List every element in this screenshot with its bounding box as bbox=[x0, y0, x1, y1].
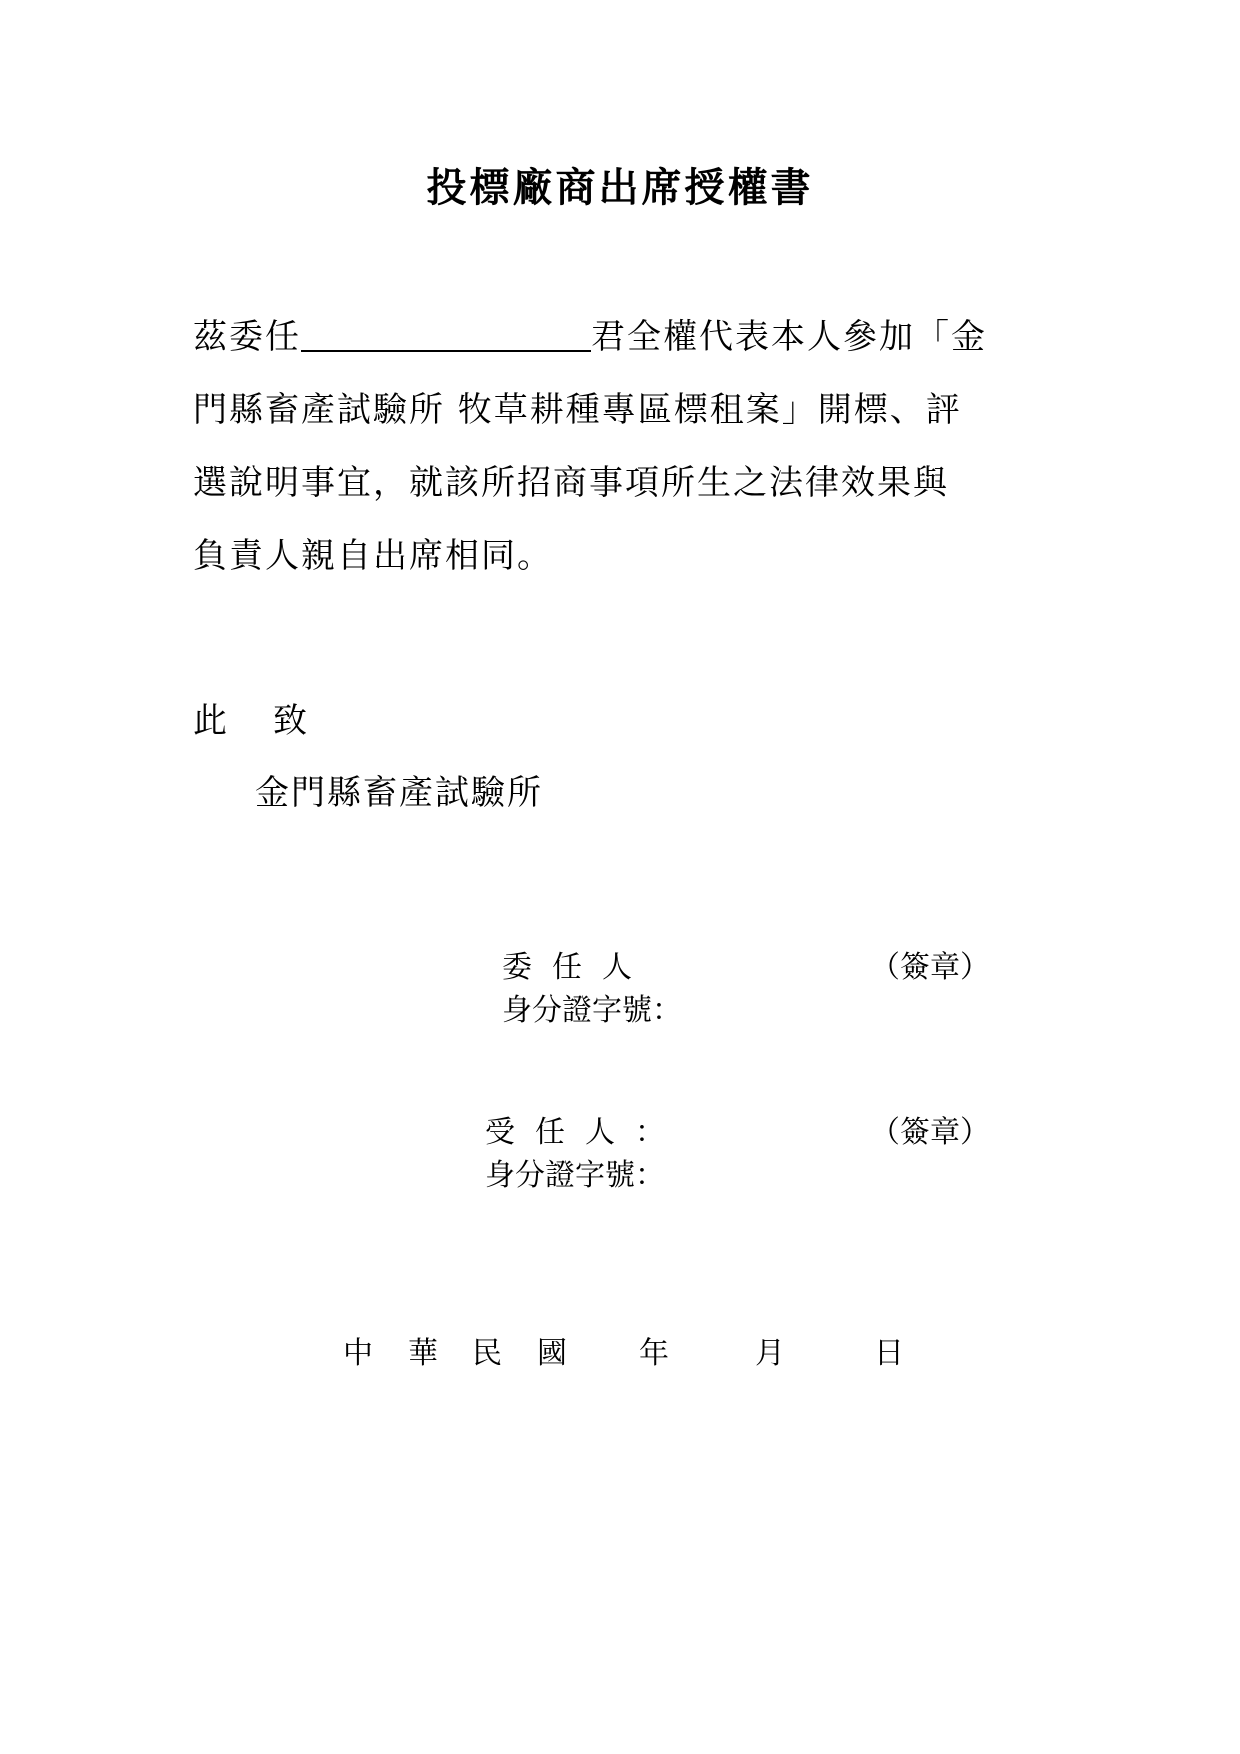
date-era-char-1: 中 bbox=[343, 1336, 373, 1371]
body-line-2: 門縣畜產試驗所 牧草耕種專區標租案」開標、評 bbox=[193, 390, 962, 430]
principal-id-label: 身分證字號： bbox=[502, 993, 682, 1028]
body-line-4: 負責人親自出席相同。 bbox=[193, 536, 553, 576]
body-line-1 bbox=[193, 313, 987, 361]
agent-name-blank[interactable] bbox=[301, 316, 591, 352]
agent-id-label: 身分證字號： bbox=[485, 1158, 665, 1193]
closing-word-1: 此 bbox=[193, 701, 227, 741]
body-line-1-prefix: 茲委任 bbox=[193, 317, 301, 357]
body-line-1-suffix: 君全權代表本人參加「金 bbox=[591, 317, 987, 357]
closing-word-2: 致 bbox=[273, 701, 307, 741]
recipient-name: 金門縣畜產試驗所 bbox=[255, 773, 543, 813]
principal-label: 委任人 bbox=[502, 950, 652, 985]
body-line-3: 選說明事宜，就該所招商事項所生之法律效果與 bbox=[193, 463, 949, 503]
agent-label: 受任人： bbox=[485, 1115, 685, 1150]
date-line bbox=[0, 1332, 1240, 1376]
date-month-label: 月 bbox=[755, 1336, 785, 1371]
date-year-label: 年 bbox=[639, 1336, 669, 1371]
document-title: 投標廠商出席授權書 bbox=[426, 164, 814, 211]
date-era-char-2: 華 bbox=[408, 1336, 438, 1371]
closing-salutation bbox=[193, 697, 307, 745]
date-era-char-4: 國 bbox=[537, 1336, 567, 1371]
agent-seal: （簽章） bbox=[870, 1115, 990, 1150]
date-day-label: 日 bbox=[874, 1336, 904, 1371]
principal-seal: （簽章） bbox=[870, 950, 990, 985]
date-era-char-3: 民 bbox=[472, 1336, 502, 1371]
